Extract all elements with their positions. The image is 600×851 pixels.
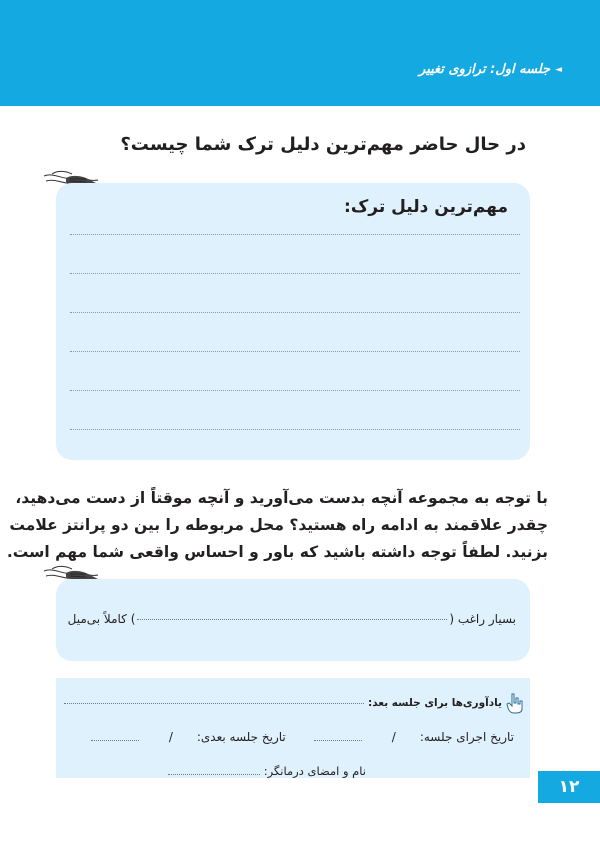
exec-date-input[interactable] [314, 740, 362, 741]
date-separator: / [168, 730, 173, 744]
reminder-box [56, 678, 530, 778]
session-title-text: جلسه اول: ترازوی تغییر [419, 62, 551, 77]
writing-line[interactable] [70, 234, 520, 235]
triangle-bullet-icon: ◄ [555, 64, 562, 75]
scale-left-label: بسیار راغب ( [449, 612, 516, 626]
paragraph-line: بزنید. لطفاً توجه داشته باشید که باور و احساس واقعی شما مهم است. [6, 543, 548, 561]
exec-date-label: تاریخ اجرای جلسه: [419, 730, 514, 744]
paragraph-line: با توجه به مجموعه آنچه بدست می‌آورید و آنچه موقتاً از دست می‌دهید، [15, 489, 548, 507]
scale-right-label: ) کاملاً بی‌میل [67, 612, 136, 626]
next-date-label: تاریخ جلسه بعدی: [196, 730, 286, 744]
scale-mark-line[interactable] [137, 619, 447, 620]
therapist-label: نام و امضای درمانگر: [263, 764, 366, 778]
writing-line[interactable] [70, 273, 520, 274]
reason-box-title: مهم‌ترین دلیل ترک: [344, 197, 508, 217]
next-date-input[interactable] [91, 740, 139, 741]
session-title [419, 62, 562, 77]
instruction-paragraph [6, 485, 548, 566]
date-separator: / [391, 730, 396, 744]
therapist-signature-input[interactable] [168, 774, 260, 775]
header-bar [0, 0, 600, 106]
willingness-scale-box [56, 579, 530, 661]
writing-line[interactable] [70, 312, 520, 313]
reason-box [56, 183, 530, 460]
writing-line[interactable] [70, 351, 520, 352]
willingness-scale [68, 612, 516, 626]
writing-line[interactable] [70, 390, 520, 391]
hand-pointer-icon [506, 692, 524, 714]
therapist-row [168, 764, 366, 778]
reminder-title: یادآوری‌ها برای جلسه بعد: [368, 697, 502, 709]
reminder-input-line[interactable] [64, 703, 364, 704]
paragraph-line: چقدر علاقمند به ادامه راه هستید؟ محل مربوطه را بین دو پرانتز علامت [9, 516, 548, 534]
date-row [85, 730, 514, 744]
page-number: ۱۲ [538, 771, 600, 803]
writing-line[interactable] [70, 429, 520, 430]
question-heading: در حال حاضر مهم‌ترین دلیل ترک شما چیست؟ [120, 134, 526, 155]
reminder-row [64, 692, 524, 714]
